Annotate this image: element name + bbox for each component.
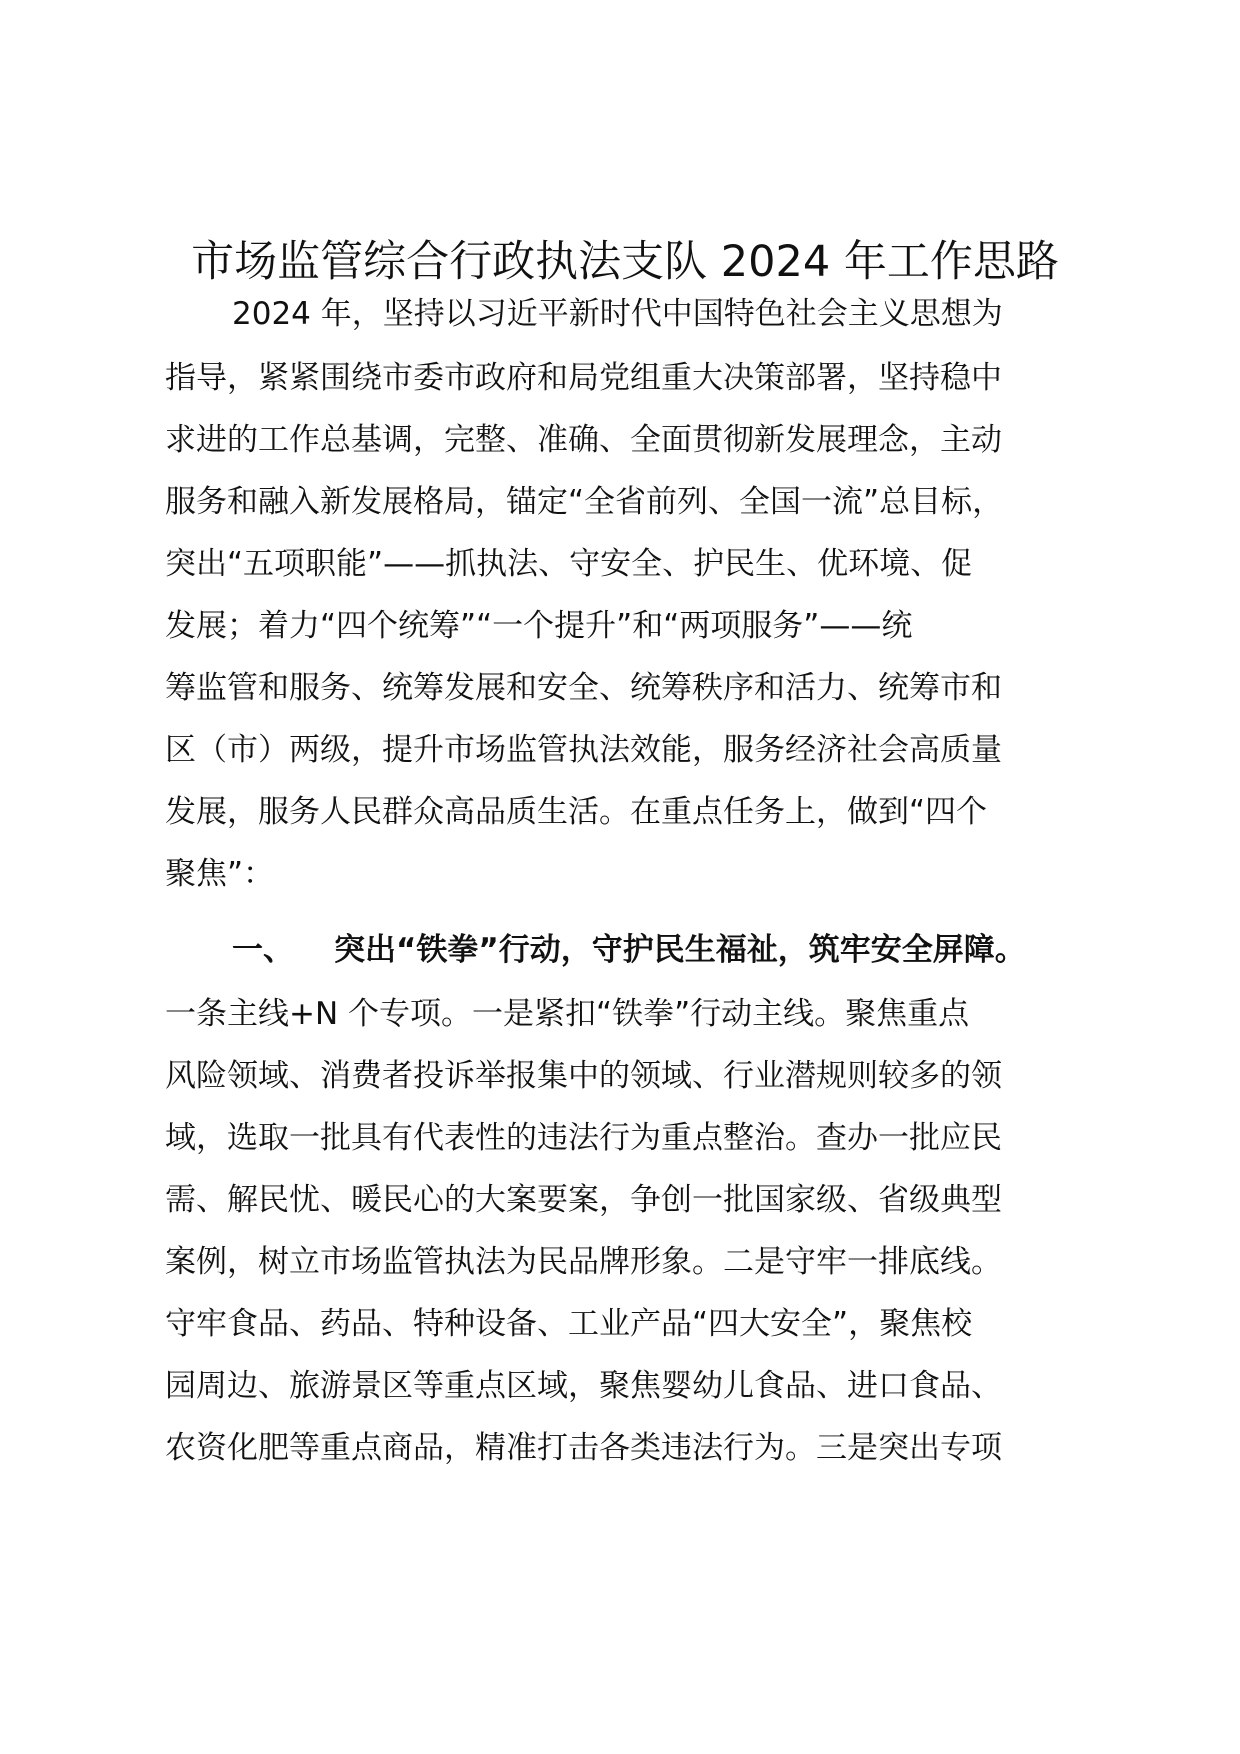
paragraph-line: 筹监管和服务、统筹发展和安全、统筹秩序和活力、统筹市和 xyxy=(165,670,1002,706)
paragraph-line: 风险领域、消费者投诉举报集中的领域、行业潜规则较多的领 xyxy=(165,1058,1002,1094)
paragraph-line: 求进的工作总基调，完整、准确、全面贯彻新发展理念，主动 xyxy=(165,422,1002,458)
paragraph-line: 2024 年，坚持以习近平新时代中国特色社会主义思想为 xyxy=(232,296,1003,332)
paragraph-line: 区（市）两级，提升市场监管执法效能，服务经济社会高质量 xyxy=(165,732,1002,768)
page-title: 市场监管综合行政执法支队 2024 年工作思路 xyxy=(191,237,1059,287)
paragraph-line: 需、解民忧、暖民心的大案要案，争创一批国家级、省级典型 xyxy=(165,1182,1002,1218)
paragraph-line: 突出“五项职能”——抓执法、守安全、护民生、优环境、促 xyxy=(165,546,973,582)
paragraph-line: 守牢食品、药品、特种设备、工业产品“四大安全”，聚焦校 xyxy=(165,1306,973,1342)
paragraph-line: 案例，树立市场监管执法为民品牌形象。二是守牢一排底线。 xyxy=(165,1244,1002,1280)
paragraph-line: 服务和融入新发展格局，锚定“全省前列、全国一流”总目标， xyxy=(165,484,1004,520)
paragraph-line: 农资化肥等重点商品，精准打击各类违法行为。三是突出专项 xyxy=(165,1430,1002,1466)
section-heading-text: 突出“铁拳”行动，守护民生福祉，筑牢安全屏障。 xyxy=(334,932,1026,968)
paragraph-line: 一条主线+N 个专项。一是紧扣“铁拳”行动主线。聚焦重点 xyxy=(165,996,970,1032)
paragraph-line: 聚焦”： xyxy=(165,856,275,892)
paragraph-line: 园周边、旅游景区等重点区域，聚焦婴幼儿食品、进口食品、 xyxy=(165,1368,1002,1404)
section-heading xyxy=(232,918,1026,982)
paragraph-line: 发展；着力“四个统筹”“一个提升”和“两项服务”——统 xyxy=(165,608,913,644)
paragraph-line: 指导，紧紧围绕市委市政府和局党组重大决策部署，坚持稳中 xyxy=(165,360,1002,396)
paragraph-line: 发展，服务人民群众高品质生活。在重点任务上，做到“四个 xyxy=(165,794,988,830)
paragraph-line: 域，选取一批具有代表性的违法行为重点整治。查办一批应民 xyxy=(165,1120,1002,1156)
section-number: 一、 xyxy=(232,932,294,968)
